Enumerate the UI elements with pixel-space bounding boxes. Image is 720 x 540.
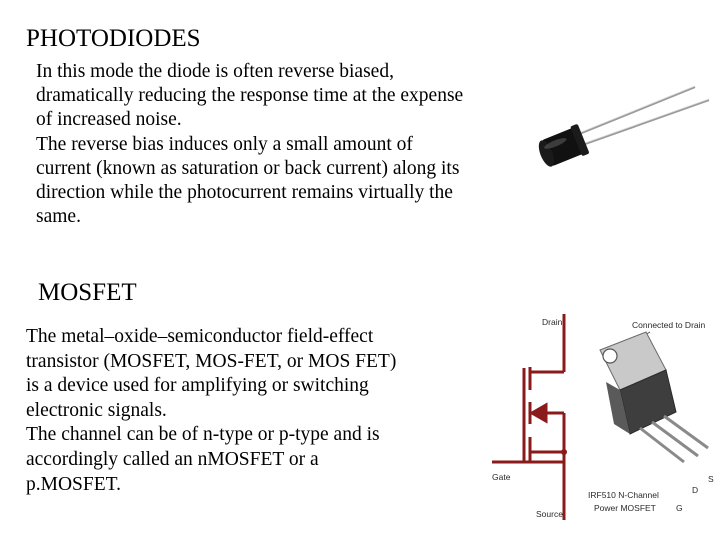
part-description-label: Power MOSFET <box>594 503 656 513</box>
mosfet-symbol <box>492 314 564 520</box>
photodiodes-paragraph <box>36 60 526 229</box>
pin-d-label: D <box>692 485 699 495</box>
photodiodes-line: dramatically reducing the response time at the expense <box>36 85 464 107</box>
drain-label: Drain <box>542 317 563 327</box>
photodiode-image <box>527 52 720 184</box>
junction-dot <box>561 449 567 455</box>
mosfet-line: is a device used for amplifying or switching <box>26 375 369 397</box>
photodiodes-heading: PHOTODIODES <box>26 25 201 52</box>
mosfet-line: The metal–oxide–semiconductor field-effect <box>26 326 374 347</box>
pin-s-label: S <box>708 474 714 484</box>
mosfet-line: p.MOSFET. <box>26 473 121 495</box>
photodiodes-line: direction while the photocurrent remains virtually the <box>36 182 453 204</box>
photodiodes-line: same. <box>36 206 81 228</box>
mosfet-line: electronic signals. <box>26 399 167 421</box>
gate-label: Gate <box>492 472 511 482</box>
mosfet-package-diagram <box>580 312 720 524</box>
mosfet-heading: MOSFET <box>38 279 137 306</box>
photodiodes-line: of increased noise. <box>36 109 182 131</box>
mosfet-line: transistor (MOSFET, MOS-FET, or MOS FET) <box>26 350 397 372</box>
mosfet-line: The channel can be of n-type or p-type and is <box>26 424 380 446</box>
photodiodes-line: In this mode the diode is often reverse biased, <box>36 61 394 82</box>
mosfet-package <box>600 332 708 462</box>
mosfet-line: accordingly called an nMOSFET or a <box>26 448 319 470</box>
photodiodes-line: The reverse bias induces only a small amount of <box>36 133 413 155</box>
photodiodes-line: current (known as saturation or back current) along its <box>36 157 460 179</box>
mosfet-paragraph <box>26 325 466 497</box>
part-number-label: IRF510 N-Channel <box>588 490 659 500</box>
source-label: Source <box>536 509 563 519</box>
mosfet-symbol-diagram <box>486 312 576 524</box>
pin-g-label: G <box>676 503 683 513</box>
connected-to-drain-label: Connected to Drain <box>632 320 706 330</box>
